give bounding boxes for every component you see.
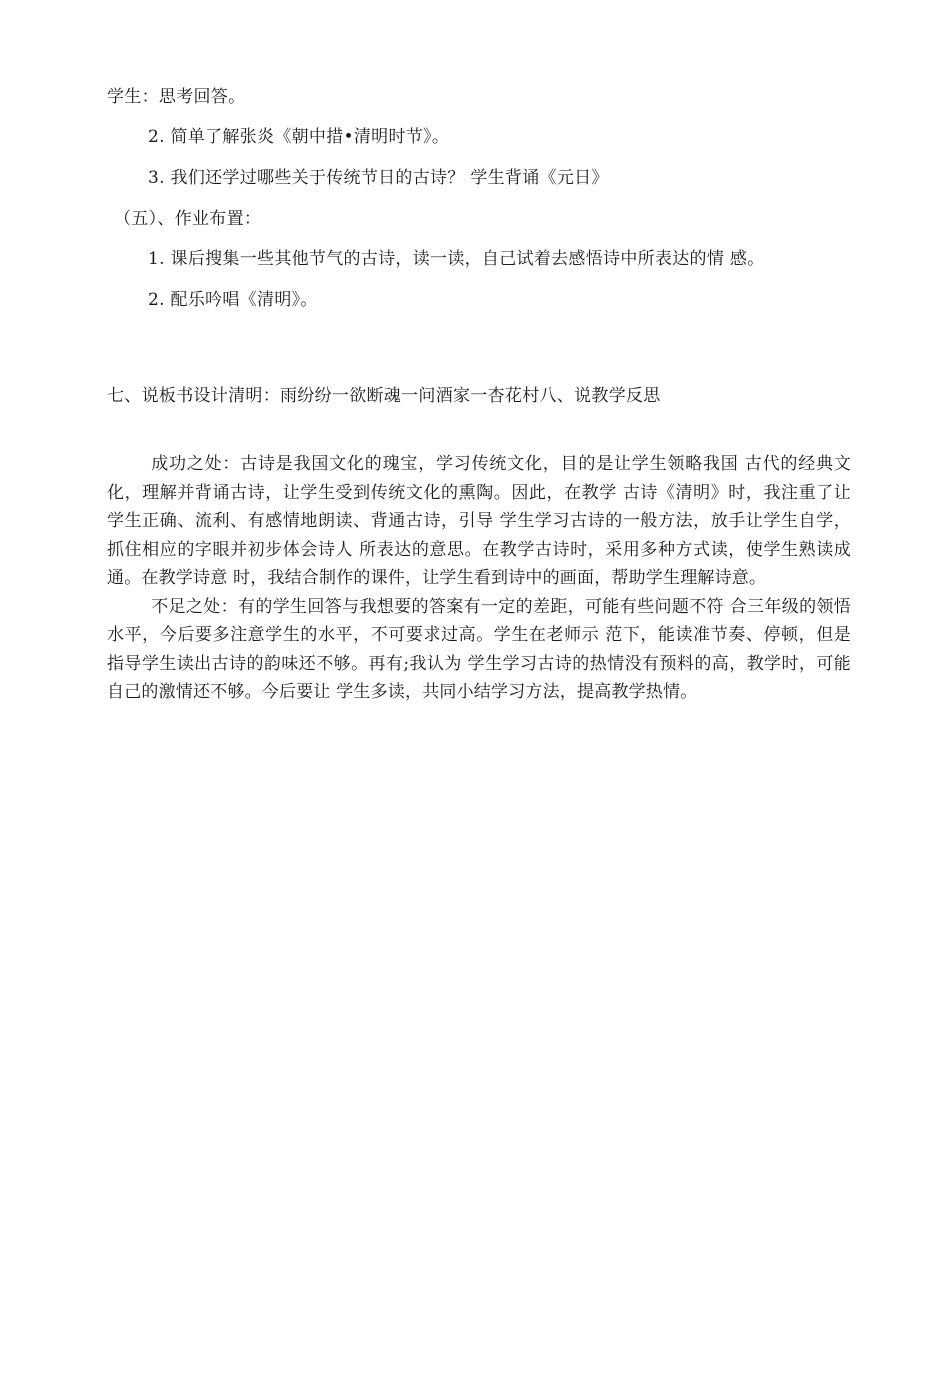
homework-item-2: 2. 配乐吟唱《清明》。 xyxy=(148,290,318,310)
section-5-heading: （五）、作业布置： xyxy=(114,209,262,229)
reflection-shortcoming-paragraph: 不足之处：有的学生回答与我想要的答案有一定的差距，可能有些问题不符 合三年级的领悟水平，今后要多注意学生的水平，不可要求过高。学生在老师示 范下，能读准节奏、停顿，但是指导学生读出古诗的韵味还不够。再有;我认为 学生学习古诗的热情没有预料的高，教学时，可能自己的激情还不够。今后要让 学生多读，共同小结学习方法，提高教学热情。 xyxy=(107,596,851,702)
section-7-heading: 七、说板书设计清明：雨纷纷一欲断魂一问酒家一杏花村八、说教学反思 xyxy=(107,386,661,406)
item-3-line: 3. 我们还学过哪些关于传统节日的古诗？ 学生背诵《元日》 xyxy=(148,168,609,188)
student-answer-line: 学生：思考回答。 xyxy=(107,87,246,107)
item-2-line: 2. 简单了解张炎《朝中措•清明时节》。 xyxy=(148,127,450,147)
reflection-body xyxy=(107,450,851,707)
homework-item-1: 1. 课后搜集一些其他节气的古诗，读一读，自己试着去感悟诗中所表达的情 感。 xyxy=(148,249,765,269)
reflection-success-paragraph: 成功之处：古诗是我国文化的瑰宝，学习传统文化，目的是让学生领略我国 古代的经典文化，理解并背诵古诗，让学生受到传统文化的熏陶。因此，在教学 古诗《清明》时，我注重了让学生正确、流利、有感情地朗读、背通古诗，引导 学生学习古诗的一般方法，放手让学生自学，抓住相应的字眼并初步体会诗人 所表达的意思。在教学古诗时，采用多种方式读，使学生熟读成通。在教学诗意 时，我结合制作的课件，让学生看到诗中的画面，帮助学生理解诗意。 xyxy=(107,454,851,588)
